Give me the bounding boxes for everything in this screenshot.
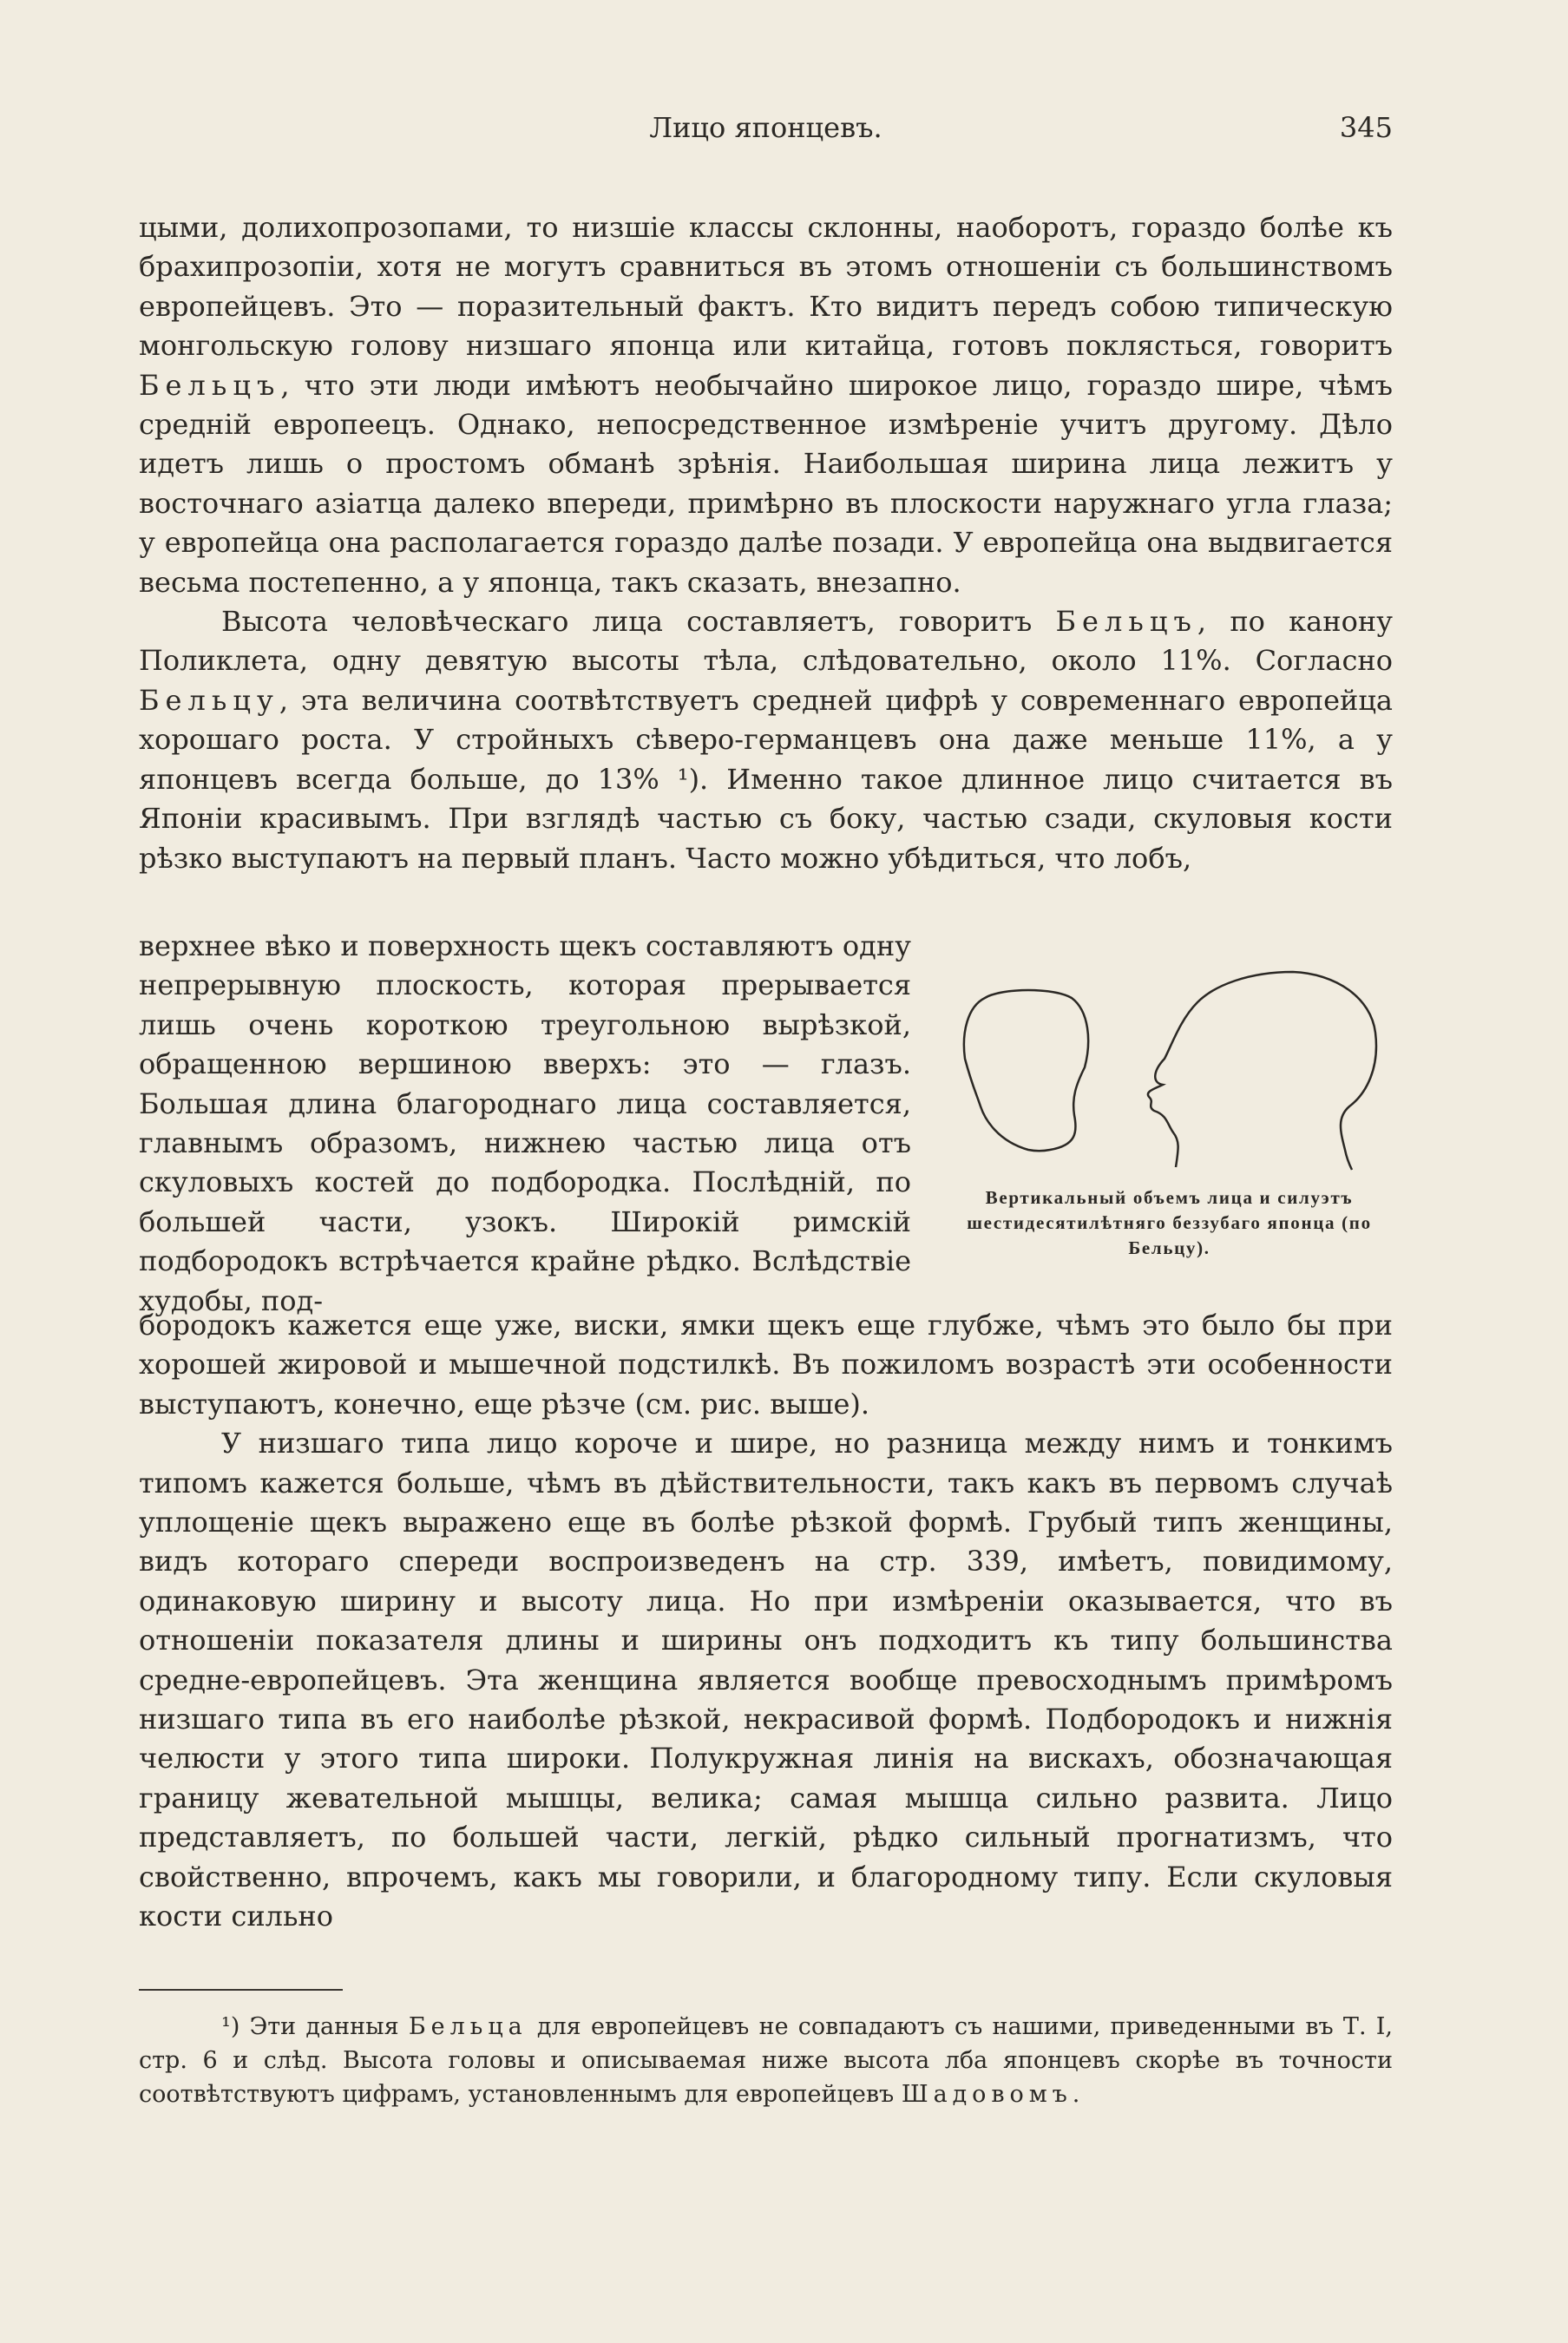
body-text-top (139, 208, 1393, 878)
profile-silhouette (1148, 972, 1376, 1170)
frontal-face-outline (964, 990, 1088, 1151)
paragraph-2-end: бородокъ кажется еще уже, виски, ямки щекъ еще глубже, чѣмъ это было бы при хорошей жировой и мышечной подстилкѣ. Въ пожиломъ возрастѣ эти особенности выступаютъ, конечно, еще рѣзче (см. рис. выше). (139, 1309, 1393, 1421)
author-name: Бельца (408, 2013, 528, 2040)
author-name: Шадовомъ (901, 2081, 1073, 2108)
body-text-bottom (139, 1306, 1393, 1937)
paragraph-2-cont: верхнее вѣко и поверхность щекъ составляютъ одну непрерывную плоскость, которая прерывается лишь очень короткою треугольною вырѣзкой, обращенною вершиною вверхъ: это — глазъ. Большая длина благороднаго лица составляется, главнымъ образомъ, нижнею частью лица отъ скуловыхъ костей до подбородка. Послѣдній, по большей части, узокъ. Широкій римскій подбородокъ встрѣчается крайне рѣдко. Вслѣдствіе худобы, под- (139, 929, 911, 1317)
author-name: Бельцъ (1055, 605, 1197, 639)
footnote-rule (139, 1989, 343, 1991)
author-name: Бельцъ (139, 368, 281, 402)
paragraph-1: цыми, долихопрозопами, то низшіе классы склонны, наоборотъ, гораздо болѣе къ брахипрозопіи, хотя не могутъ сравниться въ этомъ отношеніи съ большинствомъ европейцевъ. Это — поразительный фактъ. Кто видитъ передъ собою типическую монгольскую голову низшаго японца или китайца, готовъ поклясться, говоритъ Бельцъ, что эти люди имѣютъ необычайно широкое лицо, гораздо шире, чѣмъ средній европеецъ. Однако, непосредственное измѣреніе учитъ другому. Дѣло идетъ лишь о простомъ обманѣ зрѣнія. Наибольшая ширина лица лежитъ у восточнаго азіатца далеко впереди, примѣрно въ плоскости наружнаго угла глаза; у европейца она располагается гораздо далѣе позади. У европейца она выдвигается весьма постепенно, а у японца, такъ сказать, внезапно. (139, 211, 1393, 599)
paragraph-3: У низшаго типа лицо короче и шире, но разница между нимъ и тонкимъ типомъ кажется больше, чѣмъ въ дѣйствительности, такъ какъ въ первомъ случаѣ уплощеніе щекъ выражено еще въ болѣе рѣзкой формѣ. Грубый типъ женщины, видъ котораго спереди воспроизведенъ на стр. 339, имѣетъ, повидимому, одинаковую ширину и высоту лица. Но при измѣреніи оказывается, что въ отношеніи показателя длины и ширины онъ подходитъ къ типу большинства средне-европейцевъ. Эта женщина является вообще превосходнымъ примѣромъ низшаго типа въ его наиболѣе рѣзкой, некрасивой формѣ. Подбородокъ и нижнія челюсти у этого типа широки. Полукружная линія на вискахъ, обозначающая границу жевательной мышцы, велика; самая мышца сильно развита. Лицо представляетъ, по большей части, легкій, рѣдко сильный прогнатизмъ, что свойственно, впрочемъ, какъ мы говорили, и благородному типу. Если скуловыя кости сильно (139, 1427, 1393, 1933)
body-text-beside-figure (139, 927, 911, 1321)
figure-caption: Вертикальный объемъ лица и силуэтъ шестидесятилѣтняго беззубаго японца (по Бельцу). (967, 1187, 1372, 1258)
page-number: 345 (1339, 111, 1393, 144)
paragraph-2: Высота человѣческаго лица составляетъ, говоритъ Бельцъ, по канону Поликлета, одну девятую высоты тѣла, слѣдовательно, около 11%. Согласно Бельцу, эта величина соотвѣтствуетъ средней цифрѣ у современнаго европейца хорошаго роста. У стройныхъ сѣверо-германцевъ она даже меньше 11%, а у японцевъ всегда больше, до 13% ¹). Именно такое длинное лицо считается въ Японіи красивымъ. При взглядѣ частью съ боку, частью сзади, скуловыя кости рѣзко выступаютъ на первый планъ. Часто можно убѣдиться, что лобъ, (139, 605, 1394, 875)
footnote (139, 2010, 1393, 2111)
footnote-text: ¹) Эти данныя Бельца для европейцевъ не совпадаютъ съ нашими, приведенными въ Т. I, стр. 6 и слѣд. Высота головы и описываемая ниже высота лба японцевъ скорѣе въ точности соотвѣтствуютъ цифрамъ, установленнымъ для европейцевъ Шадовомъ. (139, 2013, 1394, 2108)
face-outline-drawing (946, 963, 1393, 1180)
author-name: Бельцу (139, 683, 279, 717)
running-header (139, 111, 1393, 149)
running-title: Лицо японцевъ. (649, 111, 882, 144)
